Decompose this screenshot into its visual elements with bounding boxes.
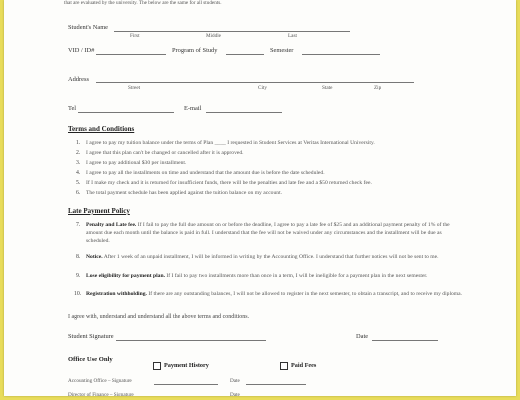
terms-item-number: 4. — [76, 170, 81, 176]
accounting-date-label: Date — [230, 378, 240, 384]
zip-caption: Zip — [374, 85, 382, 91]
terms-item-number: 5. — [76, 180, 81, 186]
terms-item-number: 1. — [76, 140, 81, 146]
late-item-number: 8. — [76, 254, 81, 260]
date-field[interactable] — [372, 340, 438, 341]
late-item-number: 10. — [74, 291, 82, 297]
tel-field[interactable] — [78, 112, 174, 113]
terms-item: I agree that this plan can't be changed or cancelled after it is approved. — [86, 150, 244, 156]
late-item-heading: Penalty and Late fee. — [86, 222, 137, 228]
late-item-heading: Lose eligibility for payment plan. — [86, 273, 165, 279]
payment-history-checkbox[interactable] — [153, 362, 161, 370]
street-caption: Street — [128, 85, 141, 91]
terms-title: Terms and Conditions — [68, 125, 135, 133]
late-item-heading: Registration withholding. — [86, 291, 147, 297]
office-use-title: Office Use Only — [68, 356, 113, 363]
tel-label: Tel — [68, 105, 77, 112]
state-caption: State — [322, 85, 333, 91]
late-item — [86, 253, 466, 269]
late-policy-title: Late Payment Policy — [68, 207, 130, 215]
accounting-signature-field[interactable] — [154, 384, 218, 385]
late-item-text: After 1 week of an unpaid installment, I will be informed in writing by the Accounting Office. I understand that further notices will not be sent to me. — [103, 254, 439, 260]
vid-label: VID / ID# — [68, 47, 95, 54]
middle-caption: Middle — [206, 33, 221, 39]
email-label: E-mail — [184, 105, 202, 112]
terms-item: I agree to pay all the installments on time and understand that the amount due is before the date scheduled. — [86, 170, 325, 176]
late-item — [86, 272, 466, 288]
date-label: Date — [356, 333, 369, 340]
semester-field[interactable] — [302, 54, 380, 55]
accounting-date-field[interactable] — [246, 384, 306, 385]
late-item-text: If I fail to pay two installments more than once in a term, I will be ineligible for a payment plan in the next semester. — [166, 273, 428, 279]
terms-item: I agree to pay additional $30 per installment. — [86, 160, 187, 166]
agreement-text: I agree with, understand and understand all the above terms and conditions. — [68, 314, 250, 320]
email-field[interactable] — [206, 112, 282, 113]
late-item — [86, 290, 466, 306]
vid-field[interactable] — [96, 54, 166, 55]
late-item-number: 9. — [76, 273, 81, 279]
paid-fees-label: Paid Fees — [291, 362, 317, 369]
terms-item-number: 6. — [76, 190, 81, 196]
payment-plan-form — [4, 0, 516, 396]
city-caption: City — [258, 85, 267, 91]
last-caption: Last — [288, 33, 297, 39]
late-item-number: 7. — [76, 222, 81, 228]
late-item-heading: Notice. — [86, 254, 103, 260]
late-item — [86, 221, 466, 245]
payment-history-label: Payment History — [164, 362, 209, 369]
first-caption: First — [130, 33, 140, 39]
accounting-signature-label: Accounting Office – Signature — [68, 378, 132, 384]
student-name-label: Student's Name — [68, 24, 109, 31]
director-signature-label: Director of Finance – Signature — [68, 392, 134, 396]
late-item-text: If I fail to pay the full due amount on or before the deadline, I agree to pay a late fee of $25 and an additional payment penalty of 1% of the amount due each month until the balance is paid in full. I understand that the fee will not be waived under any circumstances and the installment will be due as scheduled. — [86, 222, 450, 244]
late-item-text: If there are any outstanding balances, I will not be allowed to register in the next semester, to obtain a transcript, and to receive my diploma. — [148, 291, 463, 297]
header-note: that are evaluated by the university. The below are the same for all students. — [64, 0, 222, 6]
student-name-field[interactable] — [114, 31, 350, 32]
terms-item: The total payment schedule has been applied against the tuition balance on my account. — [86, 190, 283, 196]
signature-field[interactable] — [116, 340, 266, 341]
director-date-label: Date — [230, 392, 240, 396]
address-field[interactable] — [96, 82, 414, 83]
semester-label: Semester — [270, 47, 294, 54]
terms-item: I agree to pay my tuition balance under the terms of Plan ____ I requested in Student Services at Veritas International University. — [86, 140, 375, 146]
program-field[interactable] — [226, 54, 264, 55]
address-label: Address — [68, 76, 89, 83]
terms-item: If I make my check and it is returned for insufficient funds, there will be the penalties and late fee and a $50 returned check fee. — [86, 180, 372, 186]
terms-item-number: 3. — [76, 160, 81, 166]
program-label: Program of Study — [172, 47, 218, 54]
terms-item-number: 2. — [76, 150, 81, 156]
paid-fees-checkbox[interactable] — [280, 362, 288, 370]
signature-label: Student Signature — [68, 333, 114, 340]
